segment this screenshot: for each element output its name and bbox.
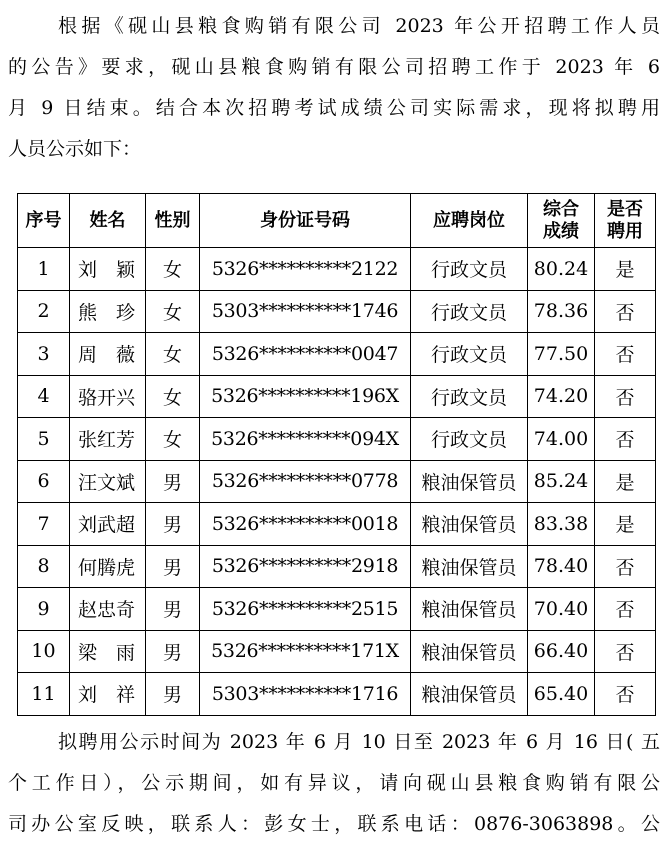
cell-hired: 否 [595, 333, 656, 376]
notice-line: 个工作日），公示期间，如有异议，请向砚山县粮食购销有限公 [8, 772, 660, 794]
cell-index: 1 [18, 248, 70, 291]
cell-index: 11 [18, 673, 70, 716]
cell-score: 66.40 [528, 630, 595, 673]
cell-index: 3 [18, 333, 70, 376]
cell-score: 65.40 [528, 673, 595, 716]
cell-id-number: 5326**********0778 [200, 460, 411, 503]
table-row [18, 375, 656, 418]
table-row [18, 333, 656, 376]
header-hired: 是否聘用 [595, 194, 656, 248]
cell-name: 熊 珍 [70, 290, 146, 333]
cell-name: 汪文斌 [70, 460, 146, 503]
table-row [18, 673, 656, 716]
cell-hired: 是 [595, 248, 656, 291]
cell-index: 2 [18, 290, 70, 333]
cell-index: 6 [18, 460, 70, 503]
notice-line: 拟聘用公示时间为 2023 年 6 月 10 日至 2023 年 6 月 16 日( 五 [58, 731, 660, 753]
cell-id-number: 5326**********196X [200, 375, 411, 418]
cell-score: 74.20 [528, 375, 595, 418]
table-row [18, 503, 656, 546]
cell-id-number: 5326**********0018 [200, 503, 411, 546]
header-position: 应聘岗位 [411, 194, 528, 248]
cell-gender: 男 [146, 630, 200, 673]
cell-hired: 否 [595, 418, 656, 461]
cell-score: 78.36 [528, 290, 595, 333]
cell-gender: 女 [146, 290, 200, 333]
cell-hired: 是 [595, 503, 656, 546]
intro-line: 根据《砚山县粮食购销有限公司 2023 年公开招聘工作人员 [58, 15, 660, 37]
header-id-number: 身份证号码 [200, 194, 411, 248]
intro-paragraph [8, 6, 660, 170]
cell-position: 粮油保管员 [411, 460, 528, 503]
cell-gender: 女 [146, 375, 200, 418]
cell-gender: 男 [146, 673, 200, 716]
cell-position: 行政文员 [411, 248, 528, 291]
intro-line: 月 9 日结束。结合本次招聘考试成绩公司实际需求，现将拟聘用 [8, 97, 660, 119]
cell-hired: 否 [595, 545, 656, 588]
cell-gender: 男 [146, 545, 200, 588]
cell-position: 粮油保管员 [411, 630, 528, 673]
cell-score: 70.40 [528, 588, 595, 631]
cell-name: 刘武超 [70, 503, 146, 546]
cell-id-number: 5303**********1716 [200, 673, 411, 716]
header-name: 姓名 [70, 194, 146, 248]
cell-score: 77.50 [528, 333, 595, 376]
table-row [18, 545, 656, 588]
cell-hired: 否 [595, 375, 656, 418]
cell-id-number: 5326**********094X [200, 418, 411, 461]
table-row [18, 248, 656, 291]
cell-name: 张红芳 [70, 418, 146, 461]
cell-index: 10 [18, 630, 70, 673]
cell-name: 梁 雨 [70, 630, 146, 673]
cell-position: 行政文员 [411, 333, 528, 376]
table-row [18, 418, 656, 461]
cell-gender: 女 [146, 248, 200, 291]
cell-id-number: 5303**********1746 [200, 290, 411, 333]
cell-gender: 女 [146, 418, 200, 461]
cell-id-number: 5326**********2918 [200, 545, 411, 588]
cell-position: 行政文员 [411, 418, 528, 461]
cell-gender: 女 [146, 333, 200, 376]
table-row [18, 290, 656, 333]
cell-name: 何腾虎 [70, 545, 146, 588]
cell-hired: 否 [595, 588, 656, 631]
cell-score: 78.40 [528, 545, 595, 588]
cell-id-number: 5326**********0047 [200, 333, 411, 376]
cell-position: 行政文员 [411, 375, 528, 418]
table-header-row [18, 194, 656, 248]
cell-index: 5 [18, 418, 70, 461]
cell-name: 赵忠奇 [70, 588, 146, 631]
cell-score: 74.00 [528, 418, 595, 461]
header-gender: 性别 [146, 194, 200, 248]
cell-index: 4 [18, 375, 70, 418]
intro-line: 人员公示如下： [8, 138, 142, 160]
cell-id-number: 5326**********171X [200, 630, 411, 673]
cell-id-number: 5326**********2515 [200, 588, 411, 631]
cell-name: 骆开兴 [70, 375, 146, 418]
notice-paragraph [8, 722, 660, 845]
cell-score: 80.24 [528, 248, 595, 291]
cell-index: 8 [18, 545, 70, 588]
cell-index: 9 [18, 588, 70, 631]
cell-score: 83.38 [528, 503, 595, 546]
cell-hired: 否 [595, 673, 656, 716]
cell-hired: 否 [595, 290, 656, 333]
header-index: 序号 [18, 194, 70, 248]
cell-id-number: 5326**********2122 [200, 248, 411, 291]
cell-gender: 男 [146, 588, 200, 631]
cell-gender: 男 [146, 503, 200, 546]
notice-line: 司办公室反映，联系人：彭女士，联系电话：0876-3063898。公 [8, 813, 660, 835]
cell-hired: 否 [595, 630, 656, 673]
cell-hired: 是 [595, 460, 656, 503]
cell-position: 粮油保管员 [411, 503, 528, 546]
cell-name: 刘 颖 [70, 248, 146, 291]
header-score: 综合成绩 [528, 194, 595, 248]
cell-name: 刘 祥 [70, 673, 146, 716]
cell-name: 周 薇 [70, 333, 146, 376]
cell-position: 粮油保管员 [411, 545, 528, 588]
cell-score: 85.24 [528, 460, 595, 503]
table-row [18, 460, 656, 503]
cell-position: 粮油保管员 [411, 588, 528, 631]
cell-gender: 男 [146, 460, 200, 503]
table-row [18, 588, 656, 631]
recruitment-table [17, 193, 656, 716]
intro-line: 的公告》要求，砚山县粮食购销有限公司招聘工作于 2023 年 6 [8, 56, 660, 78]
cell-position: 行政文员 [411, 290, 528, 333]
cell-index: 7 [18, 503, 70, 546]
cell-position: 粮油保管员 [411, 673, 528, 716]
table-row [18, 630, 656, 673]
